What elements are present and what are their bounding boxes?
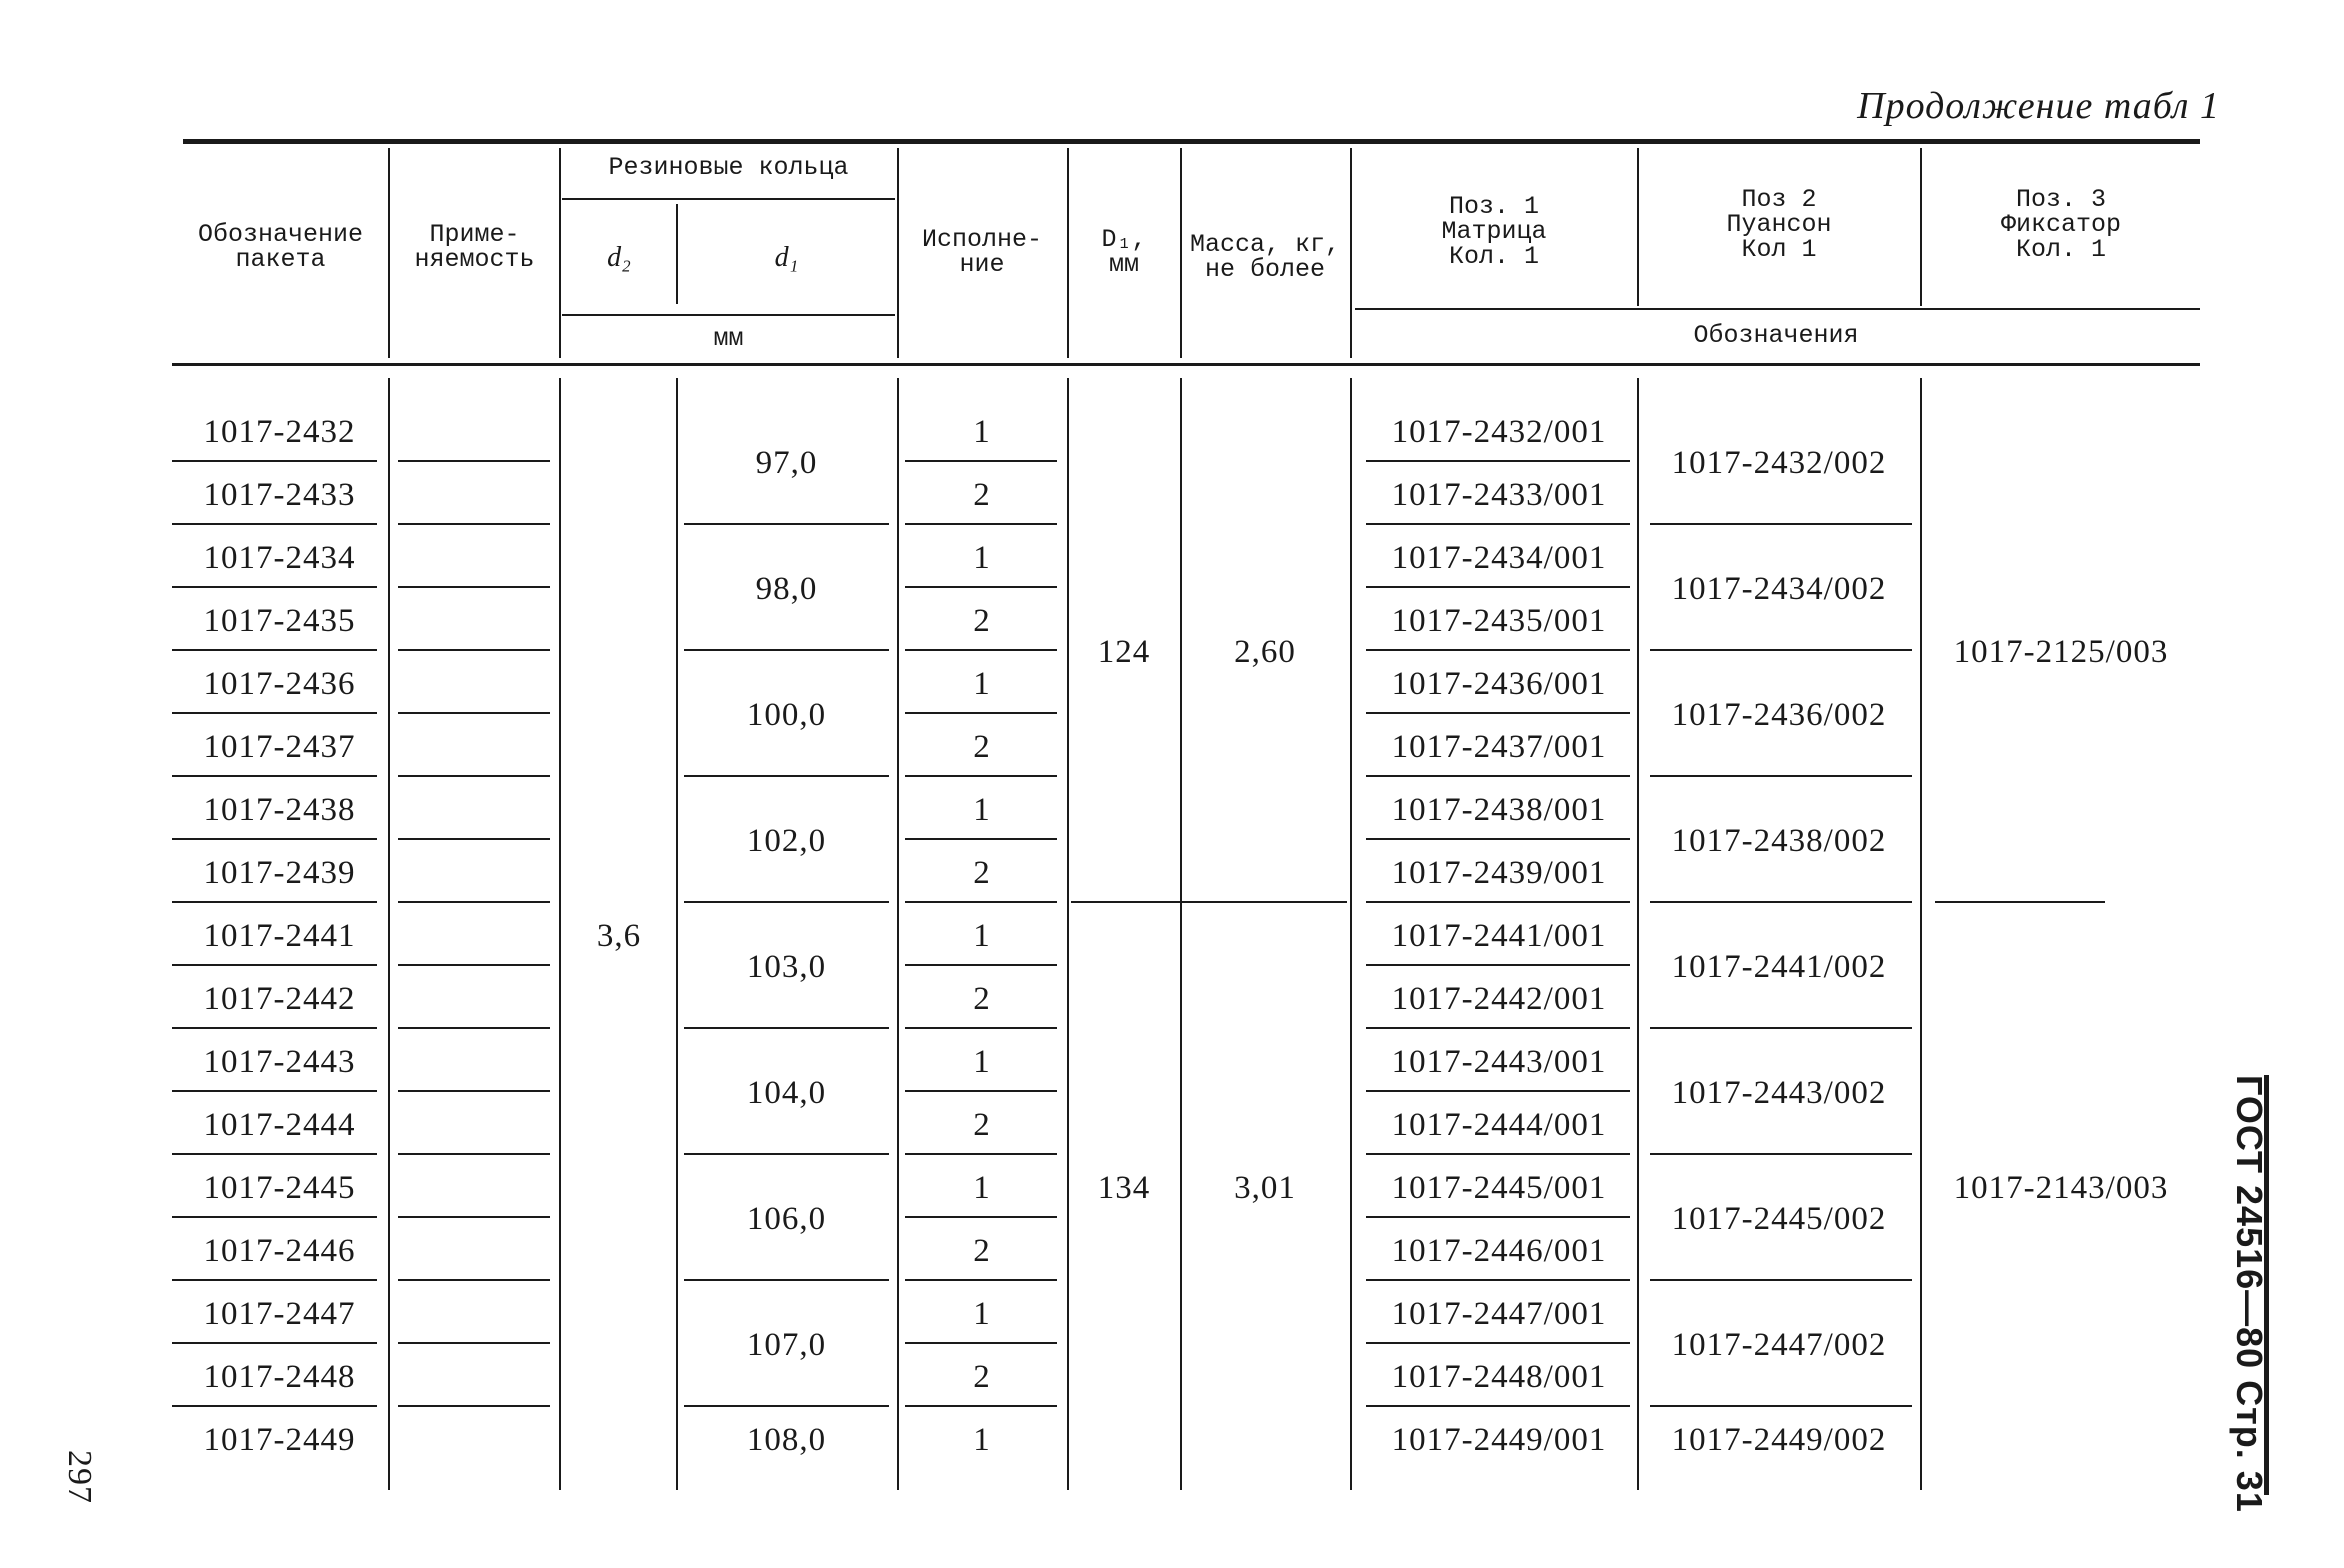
group-rule	[1650, 1027, 1912, 1029]
header-pos1: Поз. 1 Матрица Кол. 1	[1441, 192, 1547, 271]
header-pos2: Поз 2 Пуансон Кол 1	[1726, 185, 1832, 264]
row-rule	[1366, 838, 1630, 840]
header-divider	[559, 148, 561, 358]
row-rule	[905, 460, 1057, 462]
package-designation: 1017-2434	[203, 539, 356, 576]
matrix-designation: 1017-2449/001	[1391, 1421, 1607, 1458]
package-designation: 1017-2433	[203, 476, 356, 513]
designations-rule	[1355, 308, 2200, 310]
matrix-designation: 1017-2435/001	[1391, 602, 1607, 639]
header-pos3: Поз. 3 Фиксатор Кол. 1	[2000, 185, 2122, 264]
row-rule	[172, 1090, 377, 1092]
package-designation: 1017-2446	[203, 1232, 356, 1269]
row-rule	[1366, 1342, 1630, 1344]
package-designation: 1017-2441	[203, 917, 356, 954]
row-rule	[1366, 1090, 1630, 1092]
row-rule	[1366, 1405, 1630, 1407]
row-rule	[172, 775, 377, 777]
execution-number: 2	[973, 980, 991, 1017]
row-rule	[905, 964, 1057, 966]
execution-number: 2	[973, 854, 991, 891]
execution-number: 1	[973, 665, 991, 702]
punch-designation: 1017-2447/002	[1671, 1327, 1887, 1363]
header-mass: Масса, кг, не более	[1189, 230, 1341, 284]
row-rule	[398, 775, 550, 777]
execution-number: 1	[973, 539, 991, 576]
row-rule	[905, 586, 1057, 588]
row-rule	[172, 649, 377, 651]
punch-designation: 1017-2432/002	[1671, 445, 1887, 481]
matrix-designation: 1017-2434/001	[1391, 539, 1607, 576]
column-divider	[559, 378, 561, 1490]
group-rule	[1935, 901, 2105, 903]
fixator-designation: 1017-2143/003	[1953, 1169, 2169, 1206]
execution-number: 2	[973, 602, 991, 639]
row-rule	[398, 1153, 550, 1155]
column-divider	[676, 378, 678, 1490]
execution-number: 2	[973, 476, 991, 513]
group-rule	[1650, 1153, 1912, 1155]
punch-designation: 1017-2434/002	[1671, 571, 1887, 607]
row-rule	[398, 712, 550, 714]
row-rule	[905, 1027, 1057, 1029]
d1-value: 107,0	[746, 1327, 827, 1363]
header-applicability: Приме- няемость	[414, 220, 535, 274]
d1-value: 103,0	[746, 949, 827, 985]
execution-number: 1	[973, 917, 991, 954]
row-rule	[905, 901, 1057, 903]
punch-designation: 1017-2438/002	[1671, 823, 1887, 859]
header-designations: Обозначения	[1693, 321, 1859, 350]
row-rule	[1366, 1153, 1630, 1155]
package-designation: 1017-2439	[203, 854, 356, 891]
mass-value: 3,01	[1234, 1169, 1296, 1206]
row-rule	[172, 523, 377, 525]
matrix-designation: 1017-2441/001	[1391, 917, 1607, 954]
row-rule	[905, 649, 1057, 651]
header-d1: d₁	[774, 242, 799, 273]
matrix-designation: 1017-2442/001	[1391, 980, 1607, 1017]
d1-diameter-value: 124	[1097, 634, 1151, 670]
row-rule	[1366, 964, 1630, 966]
row-rule	[1366, 1027, 1630, 1029]
package-designation: 1017-2432	[203, 413, 356, 450]
punch-designation: 1017-2441/002	[1671, 949, 1887, 985]
row-rule	[398, 1027, 550, 1029]
row-rule	[905, 1342, 1057, 1344]
group-rule	[684, 1153, 889, 1155]
group-rule	[1650, 523, 1912, 525]
row-rule	[905, 838, 1057, 840]
package-designation: 1017-2449	[203, 1421, 356, 1458]
execution-number: 1	[973, 1169, 991, 1206]
punch-designation: 1017-2445/002	[1671, 1201, 1887, 1237]
row-rule	[398, 1216, 550, 1218]
header-divider	[388, 148, 390, 358]
package-designation: 1017-2448	[203, 1358, 356, 1395]
package-designation: 1017-2436	[203, 665, 356, 702]
table-top-rule	[183, 139, 2200, 144]
punch-designation: 1017-2449/002	[1671, 1421, 1887, 1458]
row-rule	[1366, 1216, 1630, 1218]
row-rule	[1366, 586, 1630, 588]
row-rule	[172, 1342, 377, 1344]
column-divider	[1637, 378, 1639, 1490]
row-rule	[172, 586, 377, 588]
execution-number: 1	[973, 1295, 991, 1332]
matrix-designation: 1017-2436/001	[1391, 665, 1607, 702]
execution-number: 1	[973, 1043, 991, 1080]
row-rule	[905, 1279, 1057, 1281]
execution-number: 2	[973, 728, 991, 765]
group-rule	[684, 901, 889, 903]
fixator-designation: 1017-2125/003	[1953, 634, 2169, 670]
standard-side-label: ГОСТ 24516—80 Стр. 31	[2229, 1075, 2270, 1513]
matrix-designation: 1017-2433/001	[1391, 476, 1607, 513]
d1-value: 100,0	[746, 697, 827, 733]
punch-designation: 1017-2443/002	[1671, 1075, 1887, 1111]
header-unit-mm: мм	[713, 324, 744, 353]
row-rule	[1366, 901, 1630, 903]
row-rule	[172, 712, 377, 714]
rubber-rings-rule	[562, 198, 895, 200]
d1-diameter-value: 134	[1097, 1169, 1151, 1206]
row-rule	[905, 523, 1057, 525]
execution-number: 2	[973, 1232, 991, 1269]
row-rule	[905, 1405, 1057, 1407]
group-rule	[1650, 775, 1912, 777]
unit-rule	[562, 314, 895, 316]
package-designation: 1017-2435	[203, 602, 356, 639]
d1-value: 106,0	[746, 1201, 827, 1237]
execution-number: 1	[973, 413, 991, 450]
row-rule	[398, 1405, 550, 1407]
row-rule	[172, 460, 377, 462]
column-divider	[1350, 378, 1352, 1490]
row-rule	[905, 775, 1057, 777]
execution-number: 2	[973, 1358, 991, 1395]
row-rule	[172, 901, 377, 903]
mass-value: 2,60	[1234, 634, 1296, 670]
execution-number: 2	[973, 1106, 991, 1143]
matrix-designation: 1017-2448/001	[1391, 1358, 1607, 1395]
table-continuation-caption: Продолжение табл 1	[1857, 85, 2220, 127]
d1-value: 97,0	[755, 445, 818, 481]
d1-value: 108,0	[746, 1421, 827, 1458]
header-d2: d₂	[607, 242, 631, 273]
column-divider	[1067, 378, 1069, 1490]
matrix-designation: 1017-2443/001	[1391, 1043, 1607, 1080]
row-rule	[172, 1405, 377, 1407]
row-rule	[398, 649, 550, 651]
header-bottom-rule	[172, 363, 2200, 366]
row-rule	[1366, 523, 1630, 525]
matrix-designation: 1017-2447/001	[1391, 1295, 1607, 1332]
group-rule	[1071, 901, 1347, 903]
row-rule	[398, 901, 550, 903]
group-rule	[684, 649, 889, 651]
row-rule	[1366, 460, 1630, 462]
row-rule	[905, 1090, 1057, 1092]
execution-number: 1	[973, 791, 991, 828]
row-rule	[398, 586, 550, 588]
group-rule	[1650, 1279, 1912, 1281]
row-rule	[398, 1342, 550, 1344]
row-rule	[398, 1279, 550, 1281]
package-designation: 1017-2443	[203, 1043, 356, 1080]
group-rule	[1650, 901, 1912, 903]
row-rule	[1366, 712, 1630, 714]
row-rule	[398, 460, 550, 462]
matrix-designation: 1017-2437/001	[1391, 728, 1607, 765]
row-rule	[905, 1153, 1057, 1155]
page-number: 297	[61, 1450, 98, 1504]
row-rule	[1366, 1279, 1630, 1281]
group-rule	[1650, 649, 1912, 651]
group-rule	[684, 1405, 889, 1407]
row-rule	[398, 838, 550, 840]
row-rule	[172, 1279, 377, 1281]
row-rule	[905, 712, 1057, 714]
row-rule	[172, 1216, 377, 1218]
package-designation: 1017-2442	[203, 980, 356, 1017]
row-rule	[1366, 649, 1630, 651]
group-rule	[684, 775, 889, 777]
header-designation: Обозначение пакета	[197, 220, 364, 274]
row-rule	[172, 1153, 377, 1155]
group-rule	[684, 523, 889, 525]
header-execution: Исполне- ние	[921, 225, 1043, 279]
d1-value: 102,0	[746, 823, 827, 859]
header-d1-diameter: D₁, мм	[1101, 225, 1147, 279]
matrix-designation: 1017-2439/001	[1391, 854, 1607, 891]
matrix-designation: 1017-2446/001	[1391, 1232, 1607, 1269]
package-designation: 1017-2447	[203, 1295, 356, 1332]
row-rule	[172, 1027, 377, 1029]
d1-value: 98,0	[755, 571, 818, 607]
package-designation: 1017-2445	[203, 1169, 356, 1206]
column-divider	[1920, 378, 1922, 1490]
matrix-designation: 1017-2432/001	[1391, 413, 1607, 450]
package-designation: 1017-2437	[203, 728, 356, 765]
row-rule	[398, 1090, 550, 1092]
row-rule	[398, 964, 550, 966]
row-rule	[905, 1216, 1057, 1218]
matrix-designation: 1017-2445/001	[1391, 1169, 1607, 1206]
group-rule	[684, 1279, 889, 1281]
header-rubber-rings: Резиновые кольца	[608, 153, 849, 182]
row-rule	[172, 838, 377, 840]
d1-value: 104,0	[746, 1075, 827, 1111]
execution-number: 1	[973, 1421, 991, 1458]
d2-value: 3,6	[596, 917, 642, 954]
group-rule	[684, 1027, 889, 1029]
column-divider	[1180, 378, 1182, 1490]
matrix-designation: 1017-2438/001	[1391, 791, 1607, 828]
package-designation: 1017-2444	[203, 1106, 356, 1143]
matrix-designation: 1017-2444/001	[1391, 1106, 1607, 1143]
group-rule	[1650, 1405, 1912, 1407]
row-rule	[172, 964, 377, 966]
column-divider	[388, 378, 390, 1490]
package-designation: 1017-2438	[203, 791, 356, 828]
row-rule	[398, 523, 550, 525]
row-rule	[1366, 775, 1630, 777]
punch-designation: 1017-2436/002	[1671, 697, 1887, 733]
